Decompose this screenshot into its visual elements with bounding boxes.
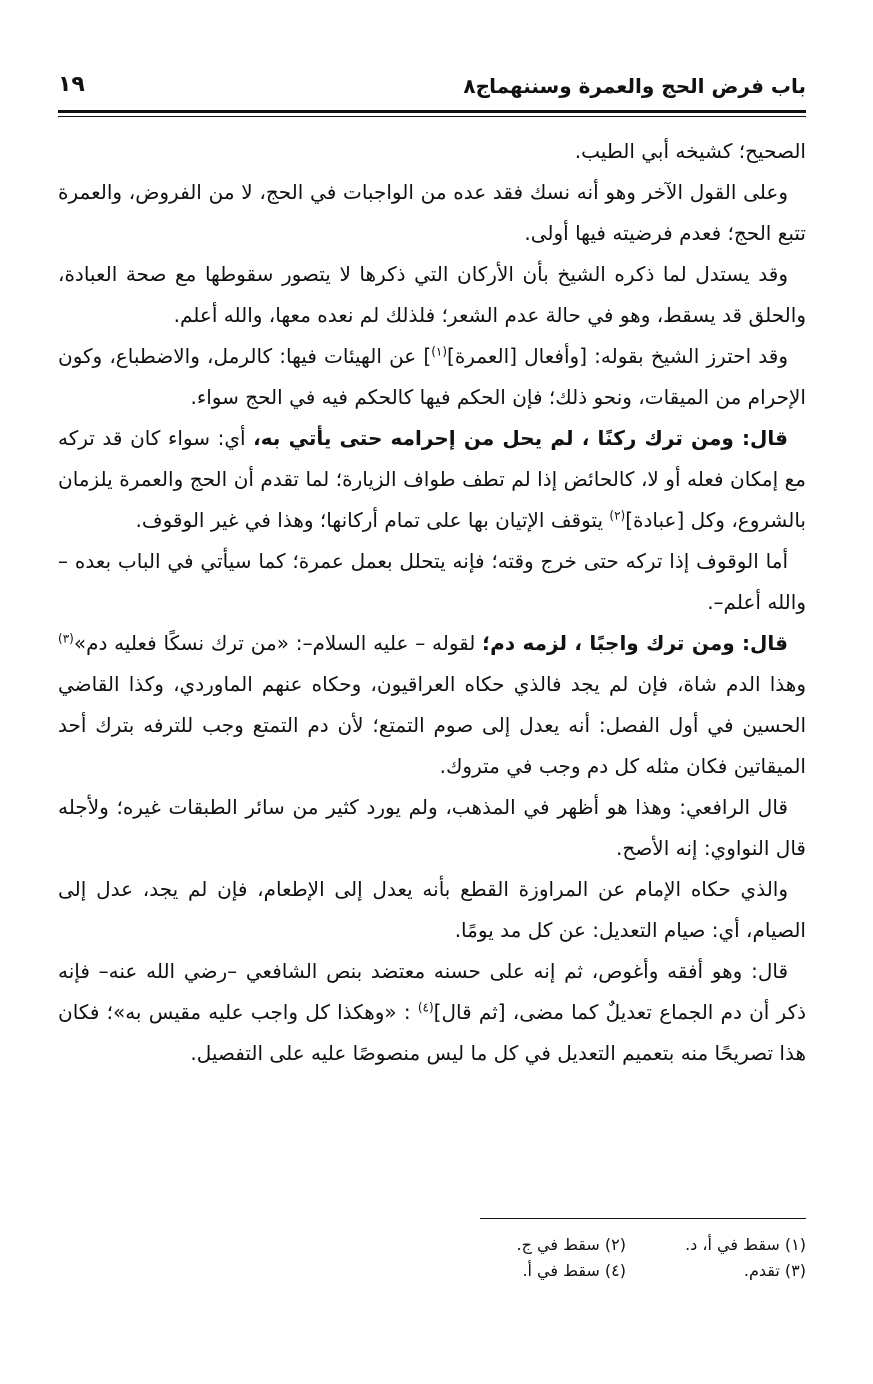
chapter-title: باب فرض الحج والعمرة وسننهما [489, 74, 806, 98]
paragraph-4 [58, 336, 806, 418]
paragraph-9 [58, 869, 806, 951]
paragraph-5 [58, 418, 806, 541]
page-number: ١٩ [58, 72, 85, 97]
paragraph-6 [58, 541, 806, 623]
footnote-number: (٣) [784, 1261, 806, 1280]
paragraph-8 [58, 787, 806, 869]
body-text [58, 131, 806, 1074]
paragraph-3 [58, 254, 806, 336]
page [58, 62, 806, 1280]
footnote-text: سقط في أ، د. [685, 1235, 780, 1254]
paragraph-text: وعلى القول الآخر وهو أنه نسك فقد عده من الواجبات في الحج، لا من الفروض، والعمرة تتبع الحج؛ فعدم فرضيته فيها أولى. [58, 180, 806, 245]
paragraph-text: ] عن الهيئات فيها: كالرمل، والاضطباع، وكون الإحرام من الميقات، ونحو ذلك؛ فإن الحكم فيها كالحكم فيه في الحج سواء. [58, 344, 806, 409]
footnote-ref: (١) [431, 344, 448, 359]
paragraph-text: يتوقف الإتيان بها على تمام أركانها؛ وهذا في غير الوقوف. [135, 508, 610, 532]
paragraph-10 [58, 951, 806, 1074]
paragraph-text: وقد احترز الشيخ بقوله: [وأفعال [العمرة] [447, 344, 788, 368]
footnote-ref: (٢) [609, 508, 626, 523]
footnote-text: سقط في أ. [522, 1261, 600, 1280]
footnote-row [446, 1258, 806, 1284]
running-header [58, 62, 806, 108]
footnote-ref: (٤) [417, 1000, 434, 1015]
header-rule-thick [58, 110, 806, 113]
footnote-ref: (٣) [58, 631, 74, 646]
footnote-separator [480, 1218, 806, 1219]
footnote-number: (٤) [604, 1261, 626, 1280]
header-rule-thin [58, 116, 806, 117]
footnote-text: تقدم. [743, 1261, 780, 1280]
footnote-row [446, 1232, 806, 1258]
footnote-2 [446, 1232, 626, 1258]
paragraph-text: وقد يستدل لما ذكره الشيخ بأن الأركان التي ذكرها لا يتصور سقوطها مع صحة العبادة، والحلق قد يسقط، وهو في حالة عدم الشعر؛ فلذلك لم نعده معها، والله أعلم. [58, 262, 806, 327]
paragraph-text: وهذا الدم شاة، فإن لم يجد فالذي حكاه العراقيون، وحكاه عنهم الماوردي، وكذا القاضي الحسين في أول الفصل: أنه يعدل إلى صوم التمتع؛ لأن دم التمتع وجب للترفه بترك أحد الميقاتين فكان مثله كل دم وجب في متروك. [58, 672, 806, 778]
footnote-number: (٢) [604, 1235, 626, 1254]
paragraph-2 [58, 172, 806, 254]
volume-label: ج٨ [463, 74, 490, 98]
paragraph-text: أي: سواء كان قد تركه مع إمكان فعله أو لا، كالحائض إذا لم تطف طواف الزيارة؛ لما تقدم أن الحج والعمرة يلزمان بالشروع، وكل [عبادة] [58, 426, 806, 532]
paragraph-text: أما الوقوف إذا تركه حتى خرج وقته؛ فإنه يتحلل بعمل عمرة؛ كما سيأتي في الباب بعده – والله أعلم–. [58, 549, 806, 614]
paragraph-text: قال: وهو أفقه وأغوص، ثم إنه على حسنه معتضد بنص الشافعي –رضي الله عنه– فإنه ذكر أن دم الجماع تعديلٌ كما مضى، [ثم قال] [58, 959, 806, 1024]
footnote-1 [626, 1232, 806, 1258]
paragraph-text: لقوله – عليه السلام–: «من ترك نسكًا فعليه دم» [73, 631, 483, 655]
paragraph-text: قال الرافعي: وهذا هو أظهر في المذهب، ولم يورد كثير من سائر الطبقات غيره؛ ولأجله قال النواوي: إنه الأصح. [58, 795, 806, 860]
matn-text: قال: ومن ترك ركنًا ، لم يحل من إحرامه حتى يأتي به، [253, 426, 788, 450]
footnote-number: (١) [784, 1235, 806, 1254]
paragraph-7 [58, 623, 806, 787]
footnotes [446, 1232, 806, 1284]
paragraph-text: الصحيح؛ كشيخه أبي الطيب. [574, 139, 806, 163]
footnote-text: سقط في ج. [516, 1235, 600, 1254]
matn-text: قال: ومن ترك واجبًا ، لزمه دم؛ [482, 631, 789, 655]
paragraph-text: : «وهكذا كل واجب عليه مقيس به»؛ فكان هذا تصريحًا منه بتعميم التعديل في كل ما ليس منصوصًا عليه على التفصيل. [58, 1000, 806, 1065]
paragraph-text: والذي حكاه الإمام عن المراوزة القطع بأنه يعدل إلى الإطعام، فإن لم يجد، عدل إلى الصيام، أي: صيام التعديل: عن كل مد يومًا. [58, 877, 806, 942]
footnote-4 [446, 1258, 626, 1284]
footnote-3 [626, 1258, 806, 1284]
paragraph-1 [58, 131, 806, 172]
